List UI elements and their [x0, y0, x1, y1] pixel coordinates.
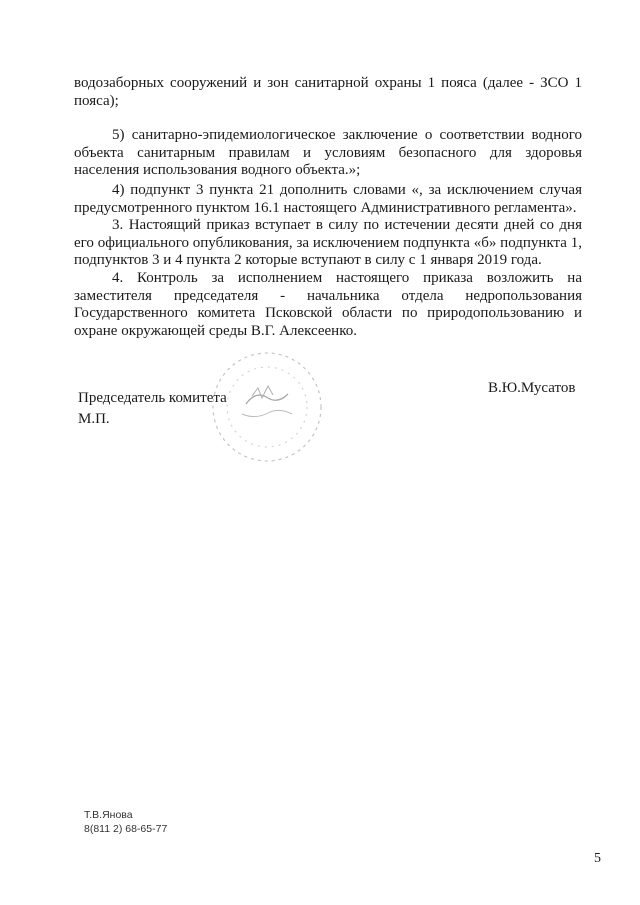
seal-place-label: М.П. — [78, 411, 110, 427]
paragraph-clause-3: 3. Настоящий приказ вступает в силу по истечении десяти дней со дня его официального опубликования, за исключением подпункта «б» подпункта 1, подпунктов 3 и 4 пункта 2 которые вступают в силу с 1 января 2019 года. — [74, 217, 582, 268]
signatory-name: В.Ю.Мусатов — [488, 380, 576, 396]
executor-name: Т.В.Янова — [84, 809, 133, 821]
signature-block — [78, 388, 227, 430]
page-number: 5 — [594, 851, 601, 866]
paragraph-clause-4: 4. Контроль за исполнением настоящего приказа возложить на заместителя председателя - начальника отдела недропользования Государственного комитета Псковской области по природопользованию и охране окружающей среды В.Г. Алексеенко. — [74, 270, 582, 339]
paragraph-item-4: 4) подпункт 3 пункта 21 дополнить словами «, за исключением случая предусмотренного пунктом 16.1 настоящего Административного регламента». — [74, 182, 582, 216]
executor-footer — [84, 808, 167, 836]
paragraph-continuation: водозаборных сооружений и зон санитарной охраны 1 пояса (далее - ЗСО 1 пояса); — [74, 75, 582, 109]
signatory-position: Председатель комитета — [78, 390, 227, 406]
executor-phone: 8(811 2) 68-65-77 — [84, 823, 168, 835]
paragraph-item-5: 5) санитарно-эпидемиологическое заключение о соответствии водного объекта санитарным правилам и условиям безопасного для здоровья населения использования водного объекта.»; — [74, 127, 582, 178]
